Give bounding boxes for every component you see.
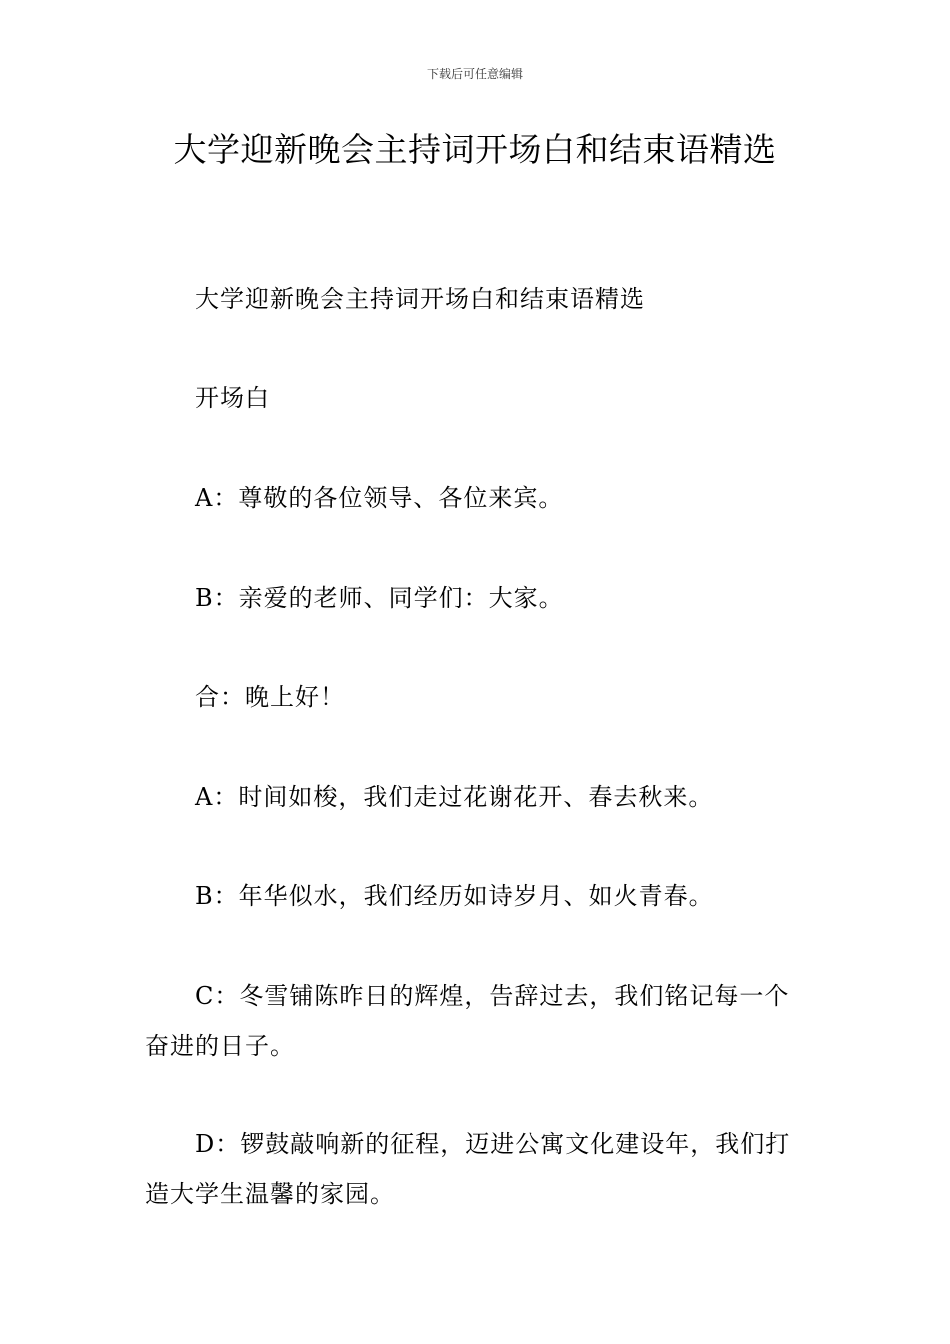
header-note: 下载后可任意编辑 — [426, 67, 523, 81]
paragraph-line-b2: B：年华似水，我们经历如诗岁月、如火青春。 — [195, 882, 714, 910]
paragraph-line-b1: B：亲爱的老师、同学们：大家。 — [195, 584, 564, 612]
paragraph-line-a1: A：尊敬的各位领导、各位来宾。 — [195, 484, 564, 512]
paragraph-section-heading: 开场白 — [195, 384, 270, 412]
paragraph-subtitle: 大学迎新晚会主持词开场白和结束语精选 — [195, 285, 645, 313]
paragraph-line-d1: D：锣鼓敲响新的征程，迈进公寓文化建设年，我们打造大学生温馨的家园。 — [145, 1130, 791, 1208]
paragraph-line-c1: C：冬雪铺陈昨日的辉煌，告辞过去，我们铭记每一个奋进的日子。 — [145, 982, 790, 1060]
paragraph-line-together: 合：晚上好！ — [195, 683, 345, 711]
document-title: 大学迎新晚会主持词开场白和结束语精选 — [173, 130, 777, 169]
paragraph-line-a2: A：时间如梭，我们走过花谢花开、春去秋来。 — [195, 783, 714, 811]
